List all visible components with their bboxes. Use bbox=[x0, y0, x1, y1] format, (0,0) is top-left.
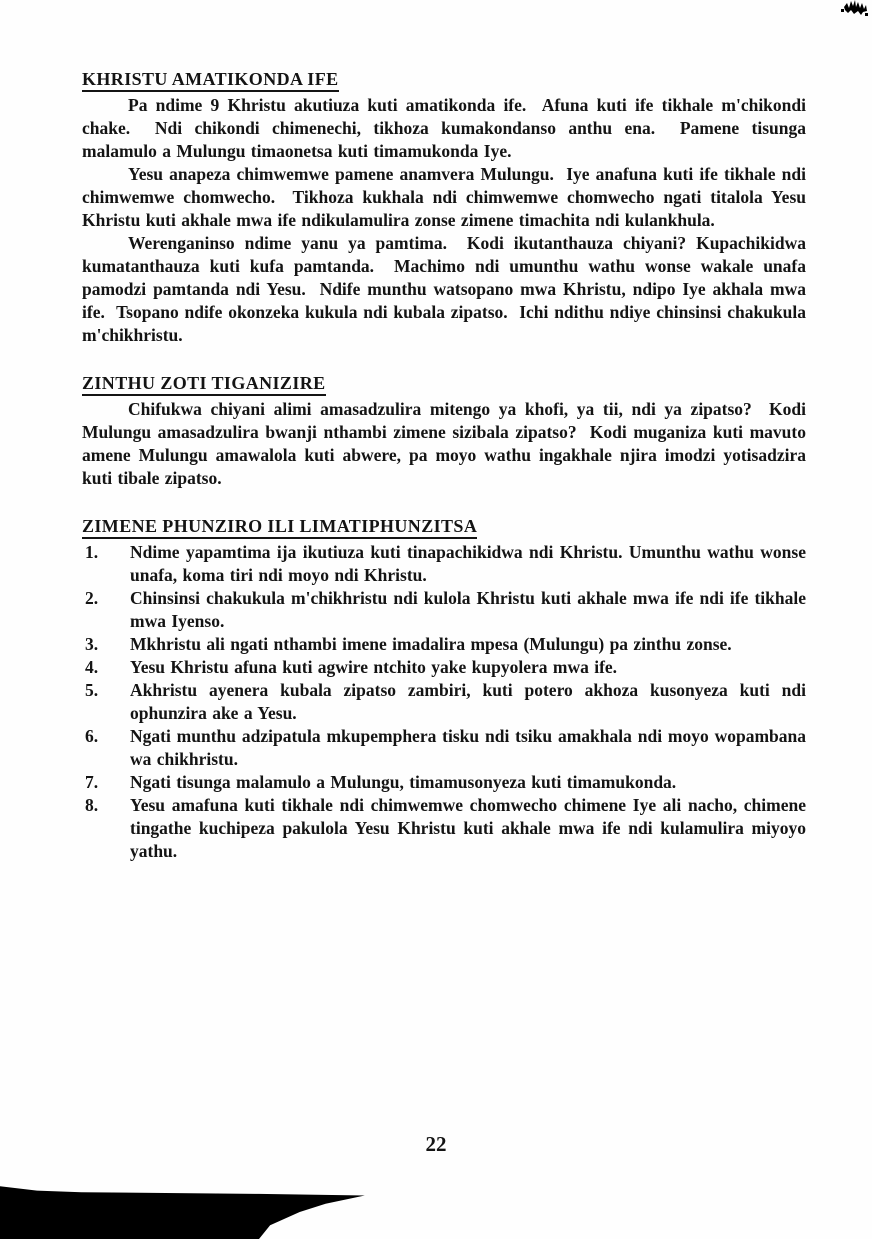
section-heading: ZIMENE PHUNZIRO ILI LIMATIPHUNZITSA bbox=[82, 515, 806, 538]
list-item bbox=[82, 679, 806, 725]
list-text: Chinsinsi chakukula m'chikhristu ndi kulola Khristu kuti akhale mwa ife ndi ife tikhale mwa Iyenso. bbox=[130, 588, 806, 631]
paragraph: Chifukwa chiyani alimi amasadzulira mitengo ya khofi, ya tii, ndi ya zipatso? Kodi Mulungu amasadzulira bwanji nthambi zimene sizibala zipatso? Kodi muganiza kuti mavuto amene Mulungu amawalola kuti abwere, pa moyo wathu ingakhale njira imodzi yotisadzira kuti tibale zipatso. bbox=[82, 399, 812, 488]
list-text: Akhristu ayenera kubala zipatso zambiri, kuti potero akhoza kusonyeza kuti ndi ophunzira ake a Yesu. bbox=[130, 680, 806, 723]
list-number: 5. bbox=[85, 680, 99, 700]
section-khristu-amatikonda-ife bbox=[82, 68, 812, 347]
list-text: Yesu amafuna kuti tikhale ndi chimwemwe chomwecho chimene Iye ali nacho, chimene tingathe kuchipeza pakulola Yesu Khristu kuti akhale mwa ife ndi kulamulira miyoyo yathu. bbox=[130, 795, 806, 861]
list-item bbox=[82, 725, 806, 771]
list-item bbox=[82, 794, 806, 863]
list-text: Ndime yapamtima ija ikutiuza kuti tinapachikidwa ndi Khristu. Umunthu wathu wonse unafa, koma tiri ndi moyo ndi Khristu. bbox=[130, 542, 806, 585]
list-item bbox=[82, 771, 806, 794]
paragraph: Pa ndime 9 Khristu akutiuza kuti amatikonda ife. Afuna kuti ife tikhale m'chikondi chake. Ndi chikondi chimenechi, tikhoza kumakondanso anthu ena. Pamene tisunga malamulo a Mulungu timaonetsa kuti timamukonda Iye. bbox=[82, 95, 812, 161]
list-number: 2. bbox=[85, 588, 99, 608]
section-zinthu-zoti-tiganizire bbox=[82, 372, 812, 490]
list-number: 6. bbox=[85, 726, 99, 746]
scan-shadow-artifact bbox=[0, 1184, 370, 1239]
numbered-list bbox=[82, 541, 806, 863]
list-text: Mkhristu ali ngati nthambi imene imadalira mpesa (Mulungu) pa zinthu zonse. bbox=[130, 634, 732, 654]
page-number: 22 bbox=[425, 1132, 447, 1156]
list-text: Ngati munthu adzipatula mkupemphera tisku ndi tsiku amakhala ndi moyo wopambana wa chikhristu. bbox=[130, 726, 806, 769]
ink-smudge-artifact bbox=[841, 0, 869, 18]
paragraph: Yesu anapeza chimwemwe pamene anamvera Mulungu. Iye anafuna kuti ife tikhale ndi chimwemwe chomwecho. Tikhoza kukhala ndi chimwemwe chomwecho ngati titalola Yesu Khristu kuti akhale mwa ife ndikulamulira zonse zimene timachita ndi kulankhula. bbox=[82, 164, 812, 230]
list-item bbox=[82, 656, 806, 679]
document-body bbox=[82, 68, 812, 863]
list-number: 8. bbox=[85, 795, 99, 815]
section-heading: ZINTHU ZOTI TIGANIZIRE bbox=[82, 372, 806, 395]
list-item bbox=[82, 541, 806, 587]
section-heading: KHRISTU AMATIKONDA IFE bbox=[82, 68, 806, 91]
list-number: 1. bbox=[85, 542, 99, 562]
list-number: 7. bbox=[85, 772, 99, 792]
list-item bbox=[82, 587, 806, 633]
paragraph: Werenganinso ndime yanu ya pamtima. Kodi ikutanthauza chiyani? Kupachikidwa kumatanthauza kuti kufa pamtanda. Machimo ndi umunthu wathu wonse wakale unafa pamodzi pamtanda ndi Yesu. Ndife munthu watsopano mwa Khristu, ndipo Iye akhala mwa ife. Tsopano ndife okonzeka kukula ndi kubala zipatso. Ichi ndithu ndiye chinsinsi chakukula m'chikhristu. bbox=[82, 233, 812, 345]
list-text: Ngati tisunga malamulo a Mulungu, timamusonyeza kuti timamukonda. bbox=[130, 772, 677, 792]
list-number: 3. bbox=[85, 634, 99, 654]
list-item bbox=[82, 633, 806, 656]
list-number: 4. bbox=[85, 657, 99, 677]
list-text: Yesu Khristu afuna kuti agwire ntchito yake kupyolera mwa ife. bbox=[130, 657, 618, 677]
section-zimene-phunziro bbox=[82, 515, 806, 863]
